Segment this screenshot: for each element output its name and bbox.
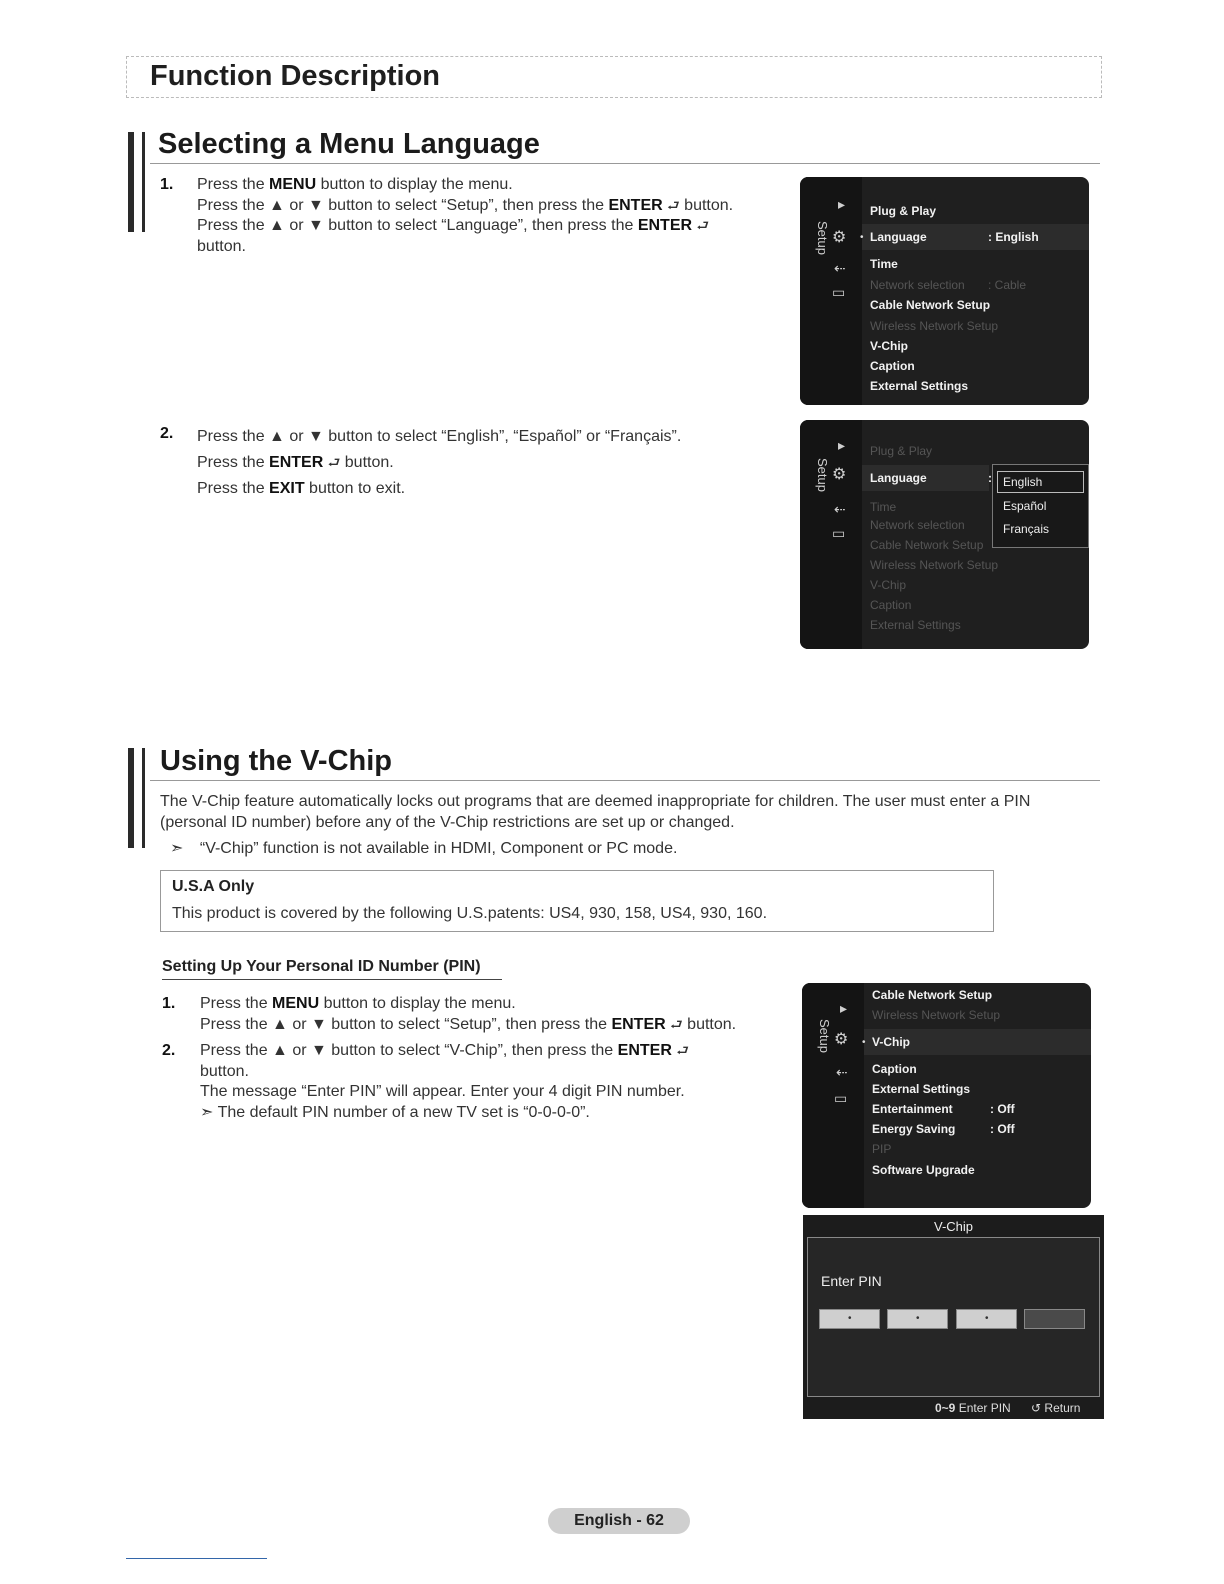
return-icon: ↺ <box>1031 1401 1042 1415</box>
enter-icon: ⮐ <box>696 218 710 234</box>
step-number: 1. <box>160 176 174 193</box>
return-button[interactable]: ↺ Return <box>1031 1401 1081 1415</box>
enter-icon: ⮐ <box>667 197 680 214</box>
energy-value: : Off <box>990 1122 1015 1136</box>
step-number: 2. <box>160 425 174 442</box>
step-number: 2. <box>162 1042 176 1059</box>
support-icon: ▭ <box>832 526 846 542</box>
entertainment-value: : Off <box>990 1102 1015 1116</box>
note-arrow-icon: ➣ <box>200 1103 214 1121</box>
menu-item-disabled: Time <box>870 500 897 514</box>
pin-digit-box[interactable]: • <box>819 1309 880 1329</box>
menu-item[interactable]: Cable Network Setup <box>870 298 991 312</box>
menu-item-disabled: External Settings <box>870 618 961 632</box>
pin-digit-box[interactable]: • <box>887 1309 948 1329</box>
menu-item[interactable]: Caption <box>872 1062 917 1076</box>
option-francais[interactable]: Français <box>1003 522 1050 536</box>
enter-icon: ⮐ <box>327 455 341 471</box>
vchip-pin-panel <box>803 1215 1104 1419</box>
section-bar-thin <box>142 748 145 848</box>
language-value: : English <box>988 230 1039 244</box>
menu-item[interactable]: External Settings <box>870 379 969 393</box>
menu-item-disabled: Network selection <box>870 278 965 292</box>
antenna-icon: ▸ <box>838 438 846 454</box>
menu-item[interactable]: Energy Saving <box>872 1122 956 1136</box>
section-rule <box>150 163 1100 164</box>
menu-item-disabled: PIP <box>872 1142 892 1156</box>
menu-item-disabled: V-Chip <box>870 578 907 592</box>
setup-tab[interactable]: Setup <box>815 221 830 255</box>
menu-item[interactable]: V-Chip <box>870 339 908 353</box>
menu-item-selected[interactable]: Language <box>870 230 927 244</box>
pin-digit-box[interactable]: • <box>956 1309 1017 1329</box>
menu-item[interactable]: External Settings <box>872 1082 971 1096</box>
tv-setup-menu-vchip <box>802 983 1091 1208</box>
menu-item-selected[interactable]: V-Chip <box>872 1035 910 1049</box>
pin-footer-hint: 0~9 Enter PIN <box>935 1401 1011 1415</box>
section-bar <box>128 132 134 232</box>
language-dropdown[interactable] <box>992 464 1089 548</box>
language-colon: : <box>988 471 992 485</box>
menu-item-disabled: Cable Network Setup <box>870 538 984 552</box>
support-icon: ▭ <box>834 1091 848 1107</box>
menu-sidebar <box>802 983 864 1208</box>
section-bar <box>128 748 134 848</box>
gear-icon: ⚙ <box>834 1029 849 1048</box>
page-number: English - 62 <box>548 1508 690 1534</box>
step-text: Press the MENU button to display the menu. Press the ▲ or ▼ button to select “Setup”, then press the ENTER ⮐ button. Press the ▲ or ▼ button to select “Language”, then press the ENTER ⮐ button. <box>197 176 734 255</box>
pin-panel-title: V-Chip <box>933 1219 974 1234</box>
antenna-icon: ▸ <box>838 197 846 213</box>
support-icon: ▭ <box>832 285 846 301</box>
footer-line <box>126 1558 267 1559</box>
menu-item-disabled: Wireless Network Setup <box>870 319 999 333</box>
step-text: Press the ▲ or ▼ button to select “English”, “Español” or “Français”. Press the ENTER ⮐ button. Press the EXIT button to exit. <box>197 428 682 497</box>
input-icon: ⇠ <box>834 261 846 277</box>
setup-tab[interactable]: Setup <box>815 458 830 492</box>
note-line: ➣ “V-Chip” function is not available in HDMI, Component or PC mode. <box>170 840 678 857</box>
section-title-vchip: Using the V-Chip <box>160 745 392 777</box>
antenna-icon: ▸ <box>840 1001 848 1017</box>
menu-item[interactable]: Software Upgrade <box>872 1163 975 1177</box>
intro-text: The V-Chip feature automatically locks out programs that are deemed inappropriate for children. The user must enter a PIN (personal ID number) before any of the V-Chip restrictions are set up or changed. <box>160 793 1031 831</box>
note-arrow-icon: ➣ <box>170 840 184 857</box>
menu-item[interactable]: Entertainment <box>872 1102 953 1116</box>
usa-note-title: U.S.A Only <box>172 878 255 895</box>
menu-item[interactable]: Plug & Play <box>870 204 937 218</box>
enter-icon: ⮐ <box>670 1016 683 1033</box>
bullet: • <box>860 232 864 243</box>
menu-sidebar <box>800 420 862 649</box>
step-text: Press the ▲ or ▼ button to select “V-Chip”, then press the ENTER ⮐ button. The message “Enter PIN” will appear. Enter your 4 digit PIN number. ➣ The default PIN number of a new TV set is “0-0-0-0”. <box>200 1042 689 1121</box>
menu-item-disabled: Caption <box>870 598 912 612</box>
pin-subtitle: Setting Up Your Personal ID Number (PIN) <box>162 958 481 975</box>
step-number: 1. <box>162 995 176 1012</box>
menu-item[interactable]: Time <box>870 257 898 271</box>
usa-note-text: This product is covered by the following U.S.patents: US4, 930, 158, US4, 930, 160. <box>172 905 768 922</box>
tv-setup-menu <box>800 177 1089 405</box>
menu-item-disabled: Plug & Play <box>870 444 933 458</box>
enter-pin-label: Enter PIN <box>821 1273 882 1289</box>
setup-tab[interactable]: Setup <box>817 1019 832 1053</box>
menu-item-disabled: Wireless Network Setup <box>872 1008 1001 1022</box>
menu-item[interactable]: Caption <box>870 359 915 373</box>
page-header-title: Function Description <box>150 60 440 92</box>
menu-item[interactable]: Cable Network Setup <box>872 988 993 1002</box>
tv-language-menu <box>800 420 1089 649</box>
section-title-language: Selecting a Menu Language <box>158 128 540 160</box>
gear-icon: ⚙ <box>832 227 847 246</box>
input-icon: ⇠ <box>836 1065 848 1081</box>
subtitle-underline <box>162 979 502 980</box>
section-rule <box>150 780 1100 781</box>
menu-item-disabled: Wireless Network Setup <box>870 558 999 572</box>
bullet: • <box>862 1037 866 1048</box>
input-icon: ⇠ <box>834 502 846 518</box>
option-espanol[interactable]: Español <box>1003 499 1047 513</box>
pin-digit-box-active[interactable] <box>1024 1309 1085 1329</box>
menu-item-disabled: Network selection <box>870 518 965 532</box>
gear-icon: ⚙ <box>832 464 847 483</box>
option-english[interactable]: English <box>1003 475 1043 489</box>
section-bar-thin <box>142 132 145 232</box>
menu-sidebar <box>800 177 862 405</box>
menu-item-selected[interactable]: Language <box>870 471 927 485</box>
network-value: : Cable <box>988 278 1027 292</box>
step-text: Press the MENU button to display the menu. Press the ▲ or ▼ button to select “Setup”, then press the ENTER ⮐ button. <box>200 995 737 1033</box>
enter-icon: ⮐ <box>676 1043 689 1059</box>
